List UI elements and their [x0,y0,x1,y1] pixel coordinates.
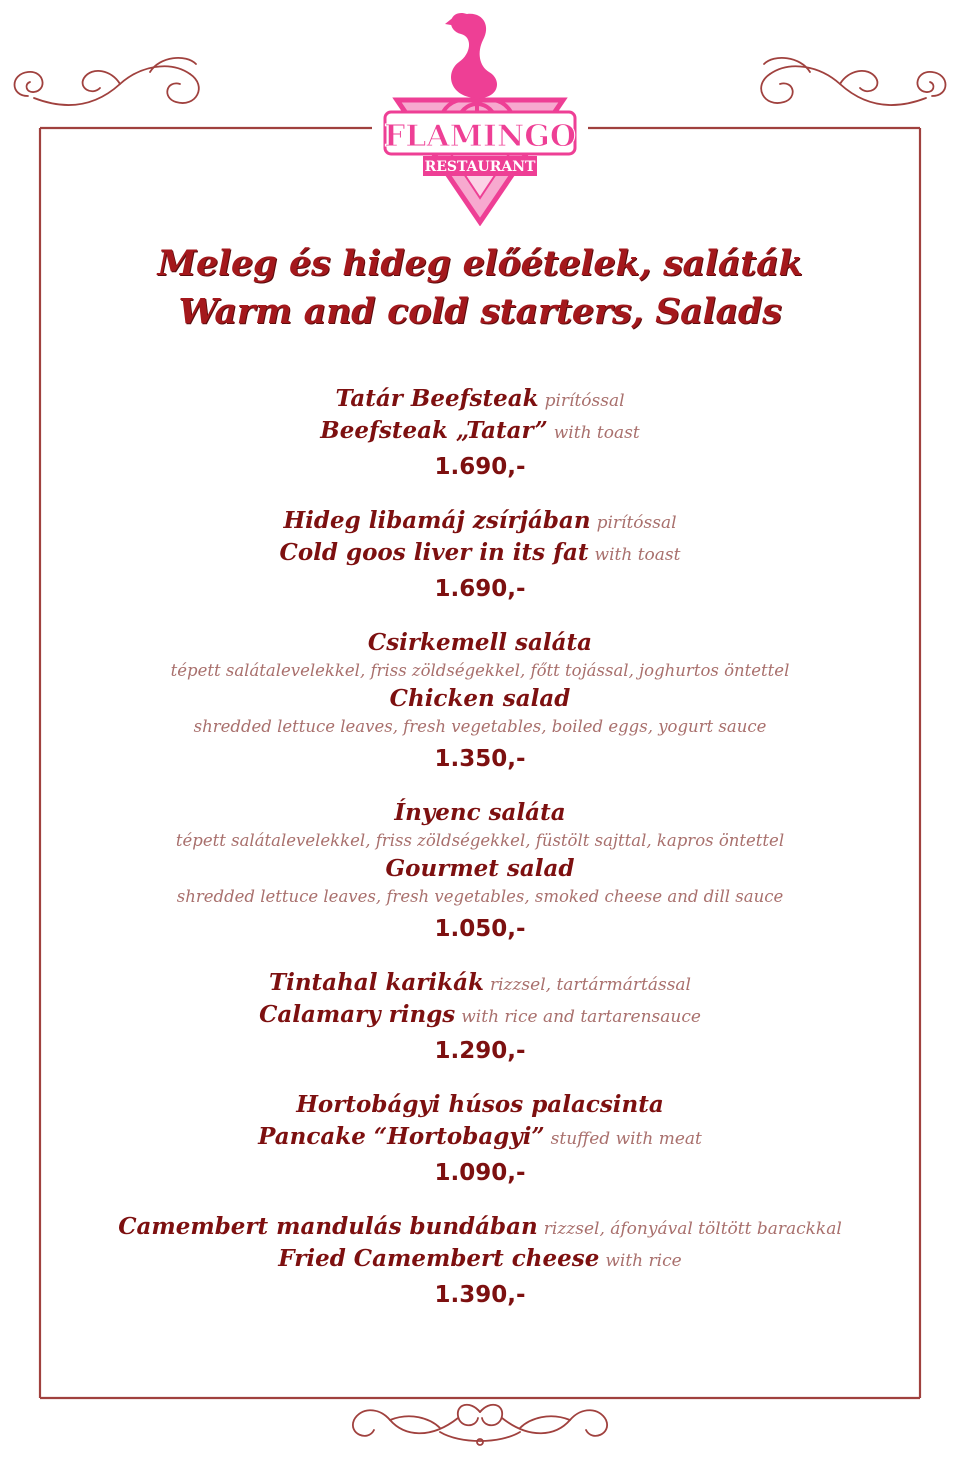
menu-item [0,967,960,1069]
menu-item [0,797,960,947]
item-note-hu: rizzsel, tartármártással [489,975,691,995]
item-name-hu: Hortobágyi húsos palacsinta [296,1091,664,1118]
item-note-en: with toast [553,423,640,443]
item-note-hu: pirítóssal [544,391,625,411]
item-note-hu: pirítóssal [596,513,677,533]
menu-item [0,1089,960,1191]
item-description-en: shredded lettuce leaves, fresh vegetables, boiled eggs, yogurt sauce [193,717,767,736]
item-price: 1.390,- [434,1282,526,1308]
item-price: 1.690,- [434,454,526,480]
item-name-hu: Tintahal karikák [268,969,484,996]
item-price: 1.090,- [434,1160,526,1186]
menu-list [0,383,960,1333]
item-note-en: with rice and tartarensauce [461,1007,701,1027]
item-description-en: shredded lettuce leaves, fresh vegetables, smoked cheese and dill sauce [176,887,784,906]
logo-subtitle: RESTAURANT [424,159,536,175]
menu-item [0,1211,960,1313]
menu-item [0,627,960,777]
item-name-en: Gourmet salad [385,855,575,882]
heading-english: Warm and cold starters, Salads [178,291,782,332]
item-note-hu: rizzsel, áfonyával töltött barackkal [543,1219,842,1239]
item-note-en: with toast [594,545,681,565]
item-name-en: Cold goos liver in its fat [279,539,589,566]
item-description-hu: tépett salátalevelekkel, friss zöldségekkel, füstölt sajttal, kapros öntettel [175,831,785,850]
item-name-hu: Tatár Beefsteak [335,385,539,412]
menu-item [0,505,960,607]
item-name-en: Fried Camembert cheese [278,1245,600,1272]
item-name-hu: Csirkemell saláta [367,629,593,656]
item-name-en: Beefsteak „Tatar” [320,417,548,444]
menu-heading [0,240,960,336]
flamingo-logo [375,0,585,226]
heading-hungarian: Meleg és hideg előételek, saláták [157,243,803,284]
item-name-en: Pancake “Hortobagyi” [258,1123,545,1150]
item-name-hu: Camembert mandulás bundában [118,1213,538,1240]
item-note-en: with rice [605,1251,682,1271]
item-name-hu: Hideg libamáj zsírjában [283,507,591,534]
item-name-en: Chicken salad [389,685,571,712]
item-name-en: Calamary rings [259,1001,456,1028]
item-price: 1.050,- [434,916,526,942]
item-price: 1.350,- [434,746,526,772]
item-price: 1.290,- [434,1038,526,1064]
item-note-en: stuffed with meat [550,1129,702,1149]
logo-wordmark: FLAMINGO [383,119,577,154]
item-description-hu: tépett salátalevelekkel, friss zöldségekkel, főtt tojással, joghurtos öntettel [170,661,790,680]
menu-item [0,383,960,485]
item-price: 1.690,- [434,576,526,602]
item-name-hu: Ínyenc saláta [394,799,566,826]
